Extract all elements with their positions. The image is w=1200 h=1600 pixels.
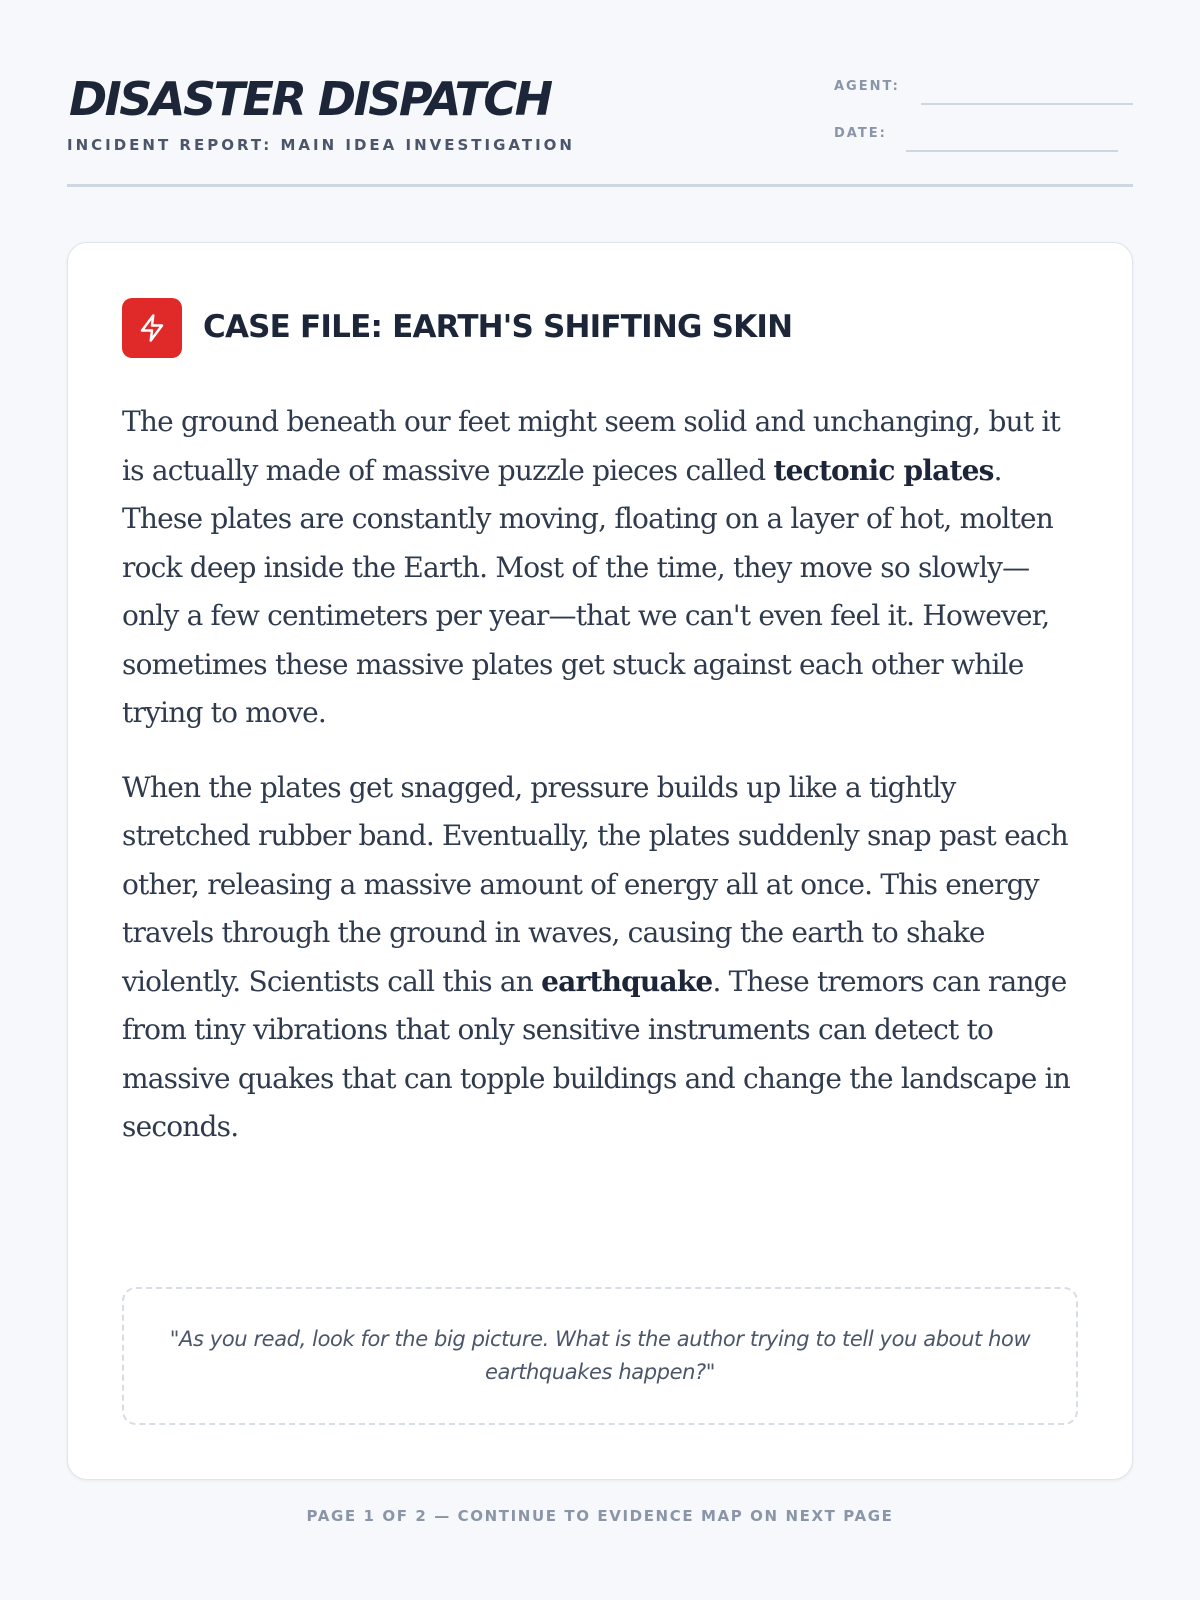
- date-input-line[interactable]: [906, 150, 1118, 152]
- lightning-bolt-icon: [122, 298, 182, 358]
- date-label: DATE:: [834, 126, 887, 141]
- reading-prompt-text: "As you read, look for the big picture. What is the author trying to tell you about how earthquakes happen?": [169, 1327, 1031, 1384]
- page-footer: PAGE 1 OF 2 — CONTINUE TO EVIDENCE MAP ON NEXT PAGE: [306, 1507, 894, 1525]
- paragraph-1: The ground beneath our feet might seem solid and unchanging, but it is actually made of massive puzzle pieces called tectonic plates. These plates are constantly moving, floating on a layer of hot, molten rock deep inside the Earth. Most of the time, they move so slowly—only a few centimeters per year—that we can't even feel it. However, sometimes these massive plates get stuck against each other while trying to move.: [122, 405, 1060, 729]
- key-term-earthquake: earthquake: [541, 964, 713, 998]
- page-title: DISASTER DISPATCH: [69, 72, 551, 126]
- case-file-card: [67, 242, 1133, 1480]
- report-header: [67, 62, 1133, 187]
- agent-label: AGENT:: [834, 79, 900, 94]
- case-file-title: CASE FILE: EARTH'S SHIFTING SKIN: [203, 309, 793, 345]
- agent-input-line[interactable]: [921, 103, 1133, 105]
- reading-prompt-box: [122, 1287, 1078, 1425]
- page-subtitle: INCIDENT REPORT: MAIN IDEA INVESTIGATION: [67, 136, 575, 154]
- reading-passage: [122, 398, 1082, 1178]
- key-term-tectonic-plates: tectonic plates: [773, 453, 994, 487]
- paragraph-2: When the plates get snagged, pressure builds up like a tightly stretched rubber band. Eventually, the plates suddenly snap past each other, releasing a massive amount of energy all at once. This energy travels through the ground in waves, causing the earth to shake violently. Scientists call this an earthquake. These tremors can range from tiny vibrations that only sensitive instruments can detect to massive quakes that can topple buildings and change the landscape in seconds.: [122, 770, 1070, 1143]
